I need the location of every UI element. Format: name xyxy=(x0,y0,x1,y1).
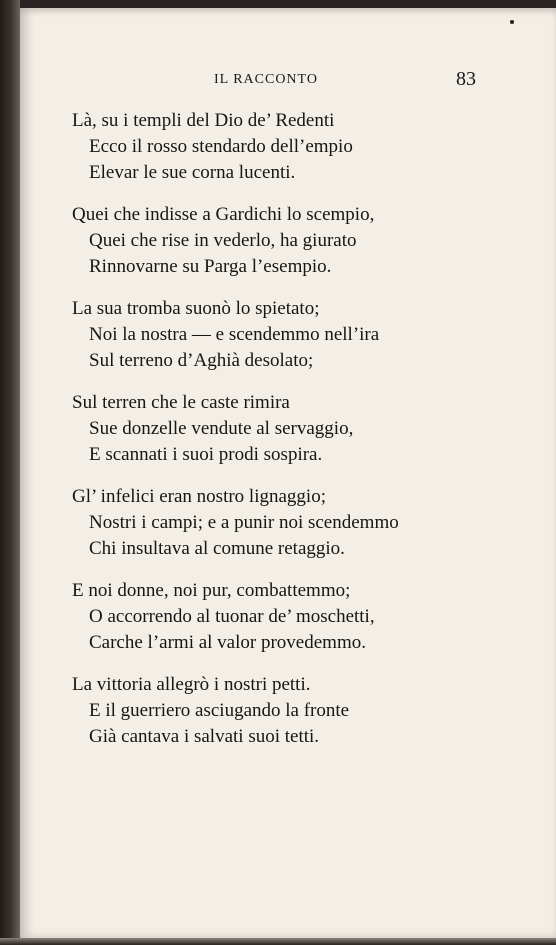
verse-line: Sul terreno d’Aghià desolato; xyxy=(89,350,314,371)
verse-line: Gl’ infelici eran nostro lignaggio; xyxy=(72,486,326,507)
verse-line: Quei che rise in vederlo, ha giurato xyxy=(89,230,357,251)
verse-line: Là, su i templi del Dio de’ Redenti xyxy=(72,110,335,131)
book-spine-shadow xyxy=(0,0,20,945)
page-bottom-edge xyxy=(0,938,556,945)
verse-line: Noi la nostra — e scendemmo nell’ira xyxy=(89,324,380,345)
stanza xyxy=(72,390,542,468)
verse-line: E il guerriero asciugando la fronte xyxy=(89,700,350,721)
verse-line: Nostri i campi; e a punir noi scendemmo xyxy=(89,512,399,533)
stanza xyxy=(72,672,542,750)
page-number: 83 xyxy=(456,68,476,90)
verse-line: E noi donne, noi pur, combattemmo; xyxy=(72,580,351,601)
stanza xyxy=(72,578,542,656)
running-head: IL RACCONTO xyxy=(214,72,318,87)
verse-line: Ecco il rosso stendardo dell’empio xyxy=(89,136,353,157)
book-page xyxy=(20,8,556,938)
verse-line: Carche l’armi al valor provedemmo. xyxy=(89,632,366,653)
verse-line: Sul terren che le caste rimira xyxy=(72,392,290,413)
verse-line: Elevar le sue corna lucenti. xyxy=(89,162,296,183)
verse-line: La sua tromba suonò lo spietato; xyxy=(72,298,320,319)
ink-speck xyxy=(510,20,514,24)
verse-line: Sue donzelle vendute al servaggio, xyxy=(89,418,354,439)
stanza xyxy=(72,108,542,186)
stanza xyxy=(72,296,542,374)
verse-line: O accorrendo al tuonar de’ moschetti, xyxy=(89,606,375,627)
poem-text xyxy=(72,108,542,766)
verse-line: Rinnovarne su Parga l’esempio. xyxy=(89,256,332,277)
verse-line: La vittoria allegrò i nostri petti. xyxy=(72,674,311,695)
page-header xyxy=(20,68,556,92)
verse-line: Chi insultava al comune retaggio. xyxy=(89,538,345,559)
verse-line: Già cantava i salvati suoi tetti. xyxy=(89,726,320,747)
verse-line: Quei che indisse a Gardichi lo scempio, xyxy=(72,204,375,225)
stanza xyxy=(72,484,542,562)
verse-line: E scannati i suoi prodi sospira. xyxy=(89,444,323,465)
stanza xyxy=(72,202,542,280)
